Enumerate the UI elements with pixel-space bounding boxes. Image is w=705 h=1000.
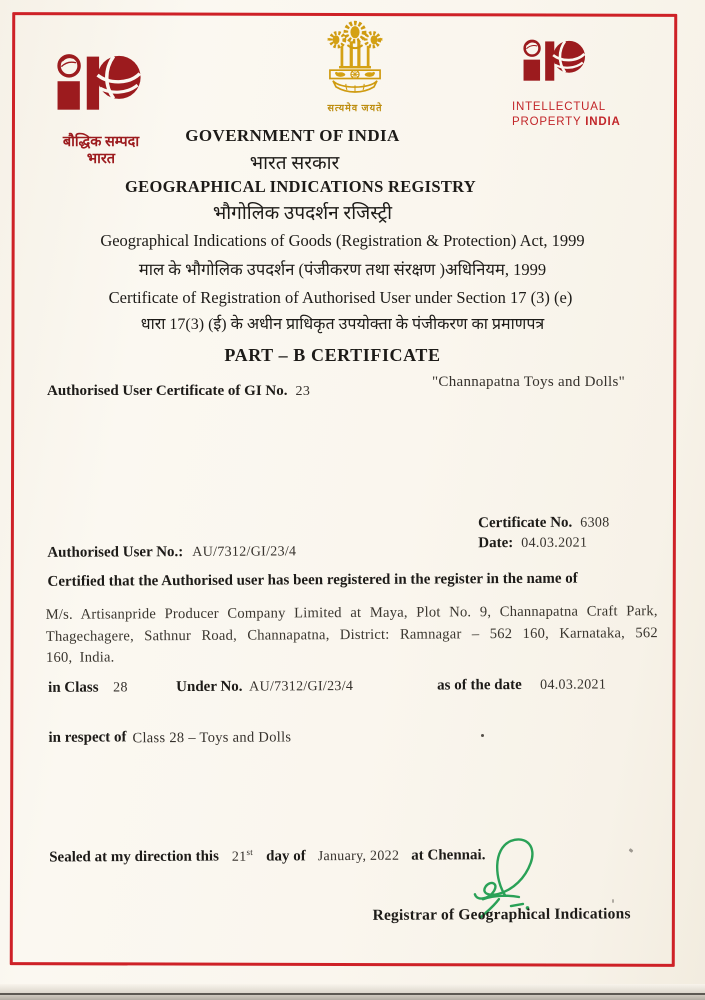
- in-respect-of-label: in respect of: [48, 729, 127, 746]
- sealed-text-3: at Chennai.: [411, 846, 486, 864]
- under-no-label: Under No.: [176, 678, 243, 696]
- sealed-text-1: Sealed at my direction this: [49, 848, 219, 866]
- scan-bottom-edge: [0, 984, 705, 1000]
- ip-india-hindi-line2: भारत: [86, 150, 116, 167]
- gi-number-value: 23: [295, 384, 311, 399]
- authorised-user-number-label: Authorised User No.:: [47, 544, 184, 561]
- certificate-date-line: [478, 534, 587, 553]
- as-of-date-value: 04.03.2021: [540, 677, 607, 693]
- certificate-date-value: 04.03.2021: [521, 535, 588, 551]
- as-of-date-label: as of the date: [437, 676, 522, 694]
- gi-number-label: Authorised User Certificate of GI No.: [47, 383, 288, 399]
- sealed-date: January, 2022: [317, 848, 400, 864]
- ip-india-english-india: INDIA: [585, 115, 621, 128]
- sealed-day: 21st: [231, 846, 254, 865]
- certified-statement: Certified that the Authorised user has been registered in the register in the name of: [47, 570, 578, 590]
- in-respect-of-value: Class 28 – Toys and Dolls: [132, 729, 292, 747]
- authorised-user-number-line: [47, 542, 296, 562]
- in-respect-of-line: [1, 726, 705, 747]
- scan-speck: [481, 734, 484, 737]
- sealed-text-2: day of: [266, 847, 306, 865]
- certificate-number-label: Certificate No.: [478, 514, 573, 532]
- certificate-section-line-hindi: धारा 17(3) (ई) के अधीन प्राधिकृत उपयोक्ता के पंजीकरण का प्रमाणपत्र: [140, 316, 545, 333]
- part-b-certificate-title: PART – B CERTIFICATE: [224, 345, 441, 365]
- certificate-section-line-english: Certificate of Registration of Authorised User under Section 17 (3) (e): [108, 288, 573, 307]
- registrar-title: Registrar of Geographical Indications: [372, 905, 631, 924]
- government-of-india-hindi: भारत सरकार: [249, 153, 340, 174]
- certificate-number-line: [478, 513, 609, 532]
- in-class-value: 28: [113, 680, 128, 696]
- class-line: [1, 676, 705, 696]
- certificate-number-value: 6308: [580, 515, 610, 531]
- in-class-label: in Class: [48, 679, 99, 696]
- holder-name-address: M/s. Artisanpride Producer Company Limited at Maya, Plot No. 9, Channapatna Craft Park, Thagechagere, Sathnur Road, Channapatna, District: Ramnagar – 562 160, Karnataka, 562 160, India.: [45, 603, 658, 666]
- gi-name: "Channapatna Toys and Dolls": [432, 374, 626, 390]
- under-no-value: AU/7312/GI/23/4: [249, 678, 354, 695]
- registry-title-hindi: भौगोलिक उपदर्शन रजिस्ट्री: [212, 203, 393, 224]
- ip-india-english-property: PROPERTY: [512, 115, 582, 128]
- sealed-line: [49, 845, 485, 866]
- certificate-date-label: Date:: [478, 535, 514, 552]
- registry-title: GEOGRAPHICAL INDICATIONS REGISTRY: [125, 177, 476, 196]
- ip-india-hindi-line1: बौद्धिक सम्पदा: [62, 133, 140, 150]
- act-line-english: Geographical Indications of Goods (Registration & Protection) Act, 1999: [100, 231, 585, 250]
- government-of-india-title: GOVERNMENT OF INDIA: [185, 126, 400, 145]
- ip-india-english-line1: INTELLECTUAL: [512, 100, 606, 113]
- sealed-day-suffix: st: [246, 846, 254, 857]
- authorised-user-number-value: AU/7312/GI/23/4: [192, 544, 297, 560]
- emblem-motto: सत्यमेव जयते: [327, 104, 383, 114]
- scan-speck: [612, 899, 614, 903]
- act-line-hindi: माल के भौगोलिक उपदर्शन (पंजीकरण तथा संरक्षण )अधिनियम, 1999: [138, 260, 547, 279]
- scan-bottom-edge-line: [0, 993, 705, 995]
